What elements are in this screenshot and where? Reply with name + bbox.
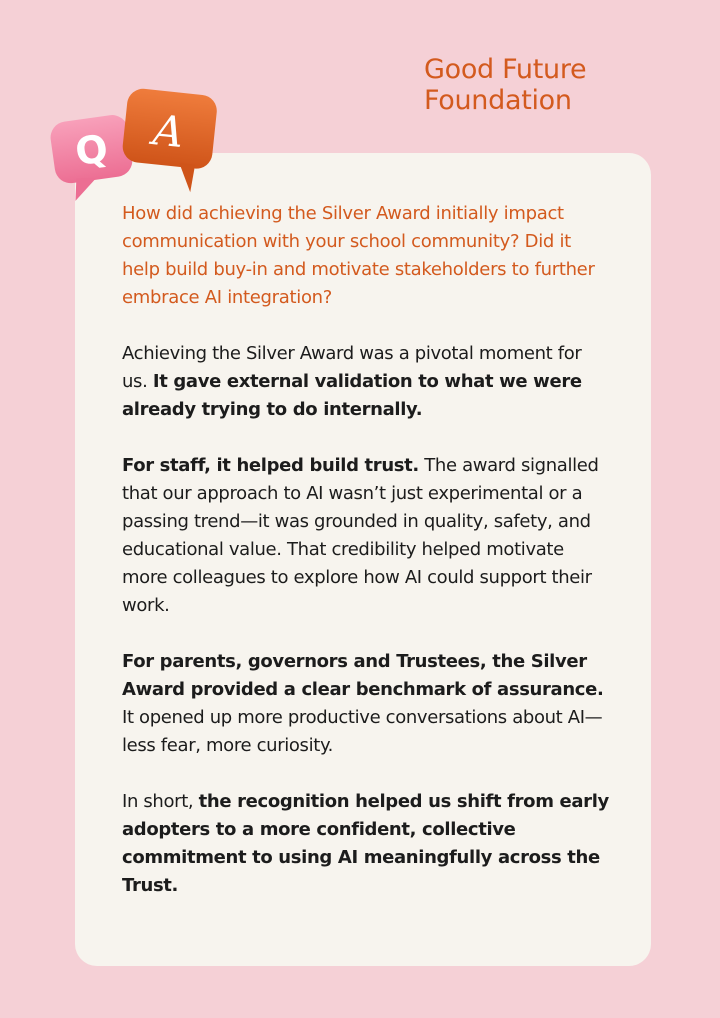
p3-bold: For parents, governors and Trustees, the Silver Award provided a clear benchmark of assurance. — [122, 651, 604, 700]
answer-paragraph-2 — [122, 452, 612, 620]
brand-logo — [424, 54, 586, 116]
p1-bold: It gave external validation to what we were already trying to do internally. — [122, 371, 582, 420]
p3-normal: It opened up more productive conversations about AI—less fear, more curiosity. — [122, 707, 603, 756]
q-bubble — [48, 113, 136, 203]
q-letter: Q — [72, 126, 111, 175]
p4-normal: In short, — [122, 791, 199, 812]
answer-paragraph-3 — [122, 648, 612, 760]
brand-line-1: Good Future — [424, 54, 587, 85]
a-bubble — [119, 87, 219, 194]
brand-line-2: Foundation — [424, 85, 572, 116]
p2-normal: The award signalled that our approach to AI wasn’t just experimental or a passing trend—it was grounded in quality, safety, and educational value. That credibility helped motivate more colleagues to explore how AI could support their work. — [122, 455, 599, 616]
question-text: How did achieving the Silver Award initially impact communication with your school community? Did it help build buy-in and motivate stakeholders to further embrace AI integration? — [122, 203, 595, 308]
qa-speech-bubbles-icon — [42, 86, 222, 206]
p1-normal: Achieving the Silver Award was a pivotal moment for us. — [122, 343, 582, 392]
a-letter: A — [150, 105, 187, 158]
p2-bold: For staff, it helped build trust. — [122, 455, 419, 476]
answer-paragraph-4 — [122, 788, 612, 900]
p4-bold: the recognition helped us shift from early adopters to a more confident, collective commitment to using AI meaningfully across the Trust. — [122, 791, 609, 896]
qa-content — [122, 200, 612, 928]
answer-paragraph-1 — [122, 340, 612, 424]
